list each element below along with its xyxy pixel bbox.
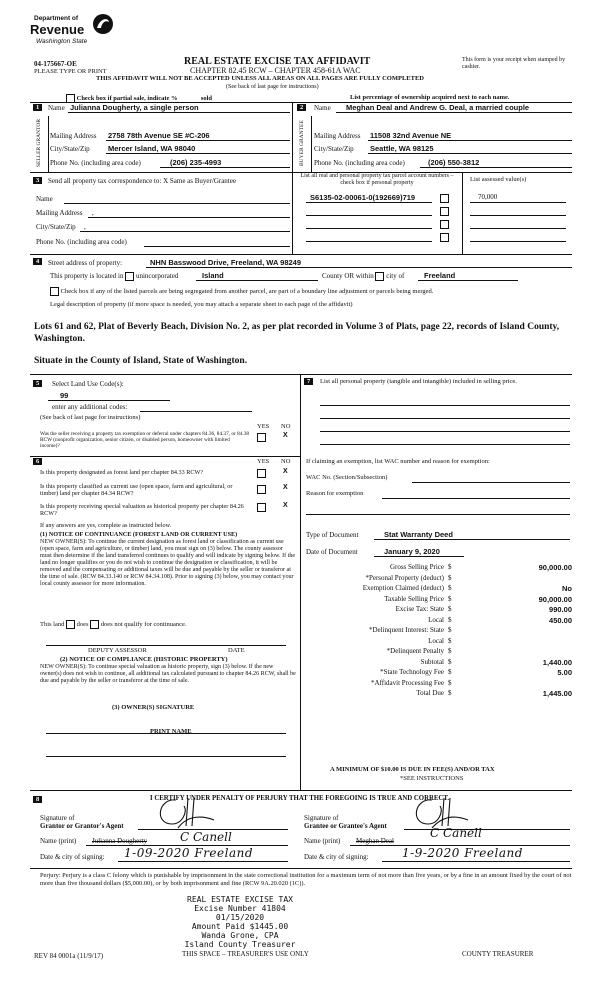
sold-label: sold: [200, 94, 213, 102]
seller-phone-label: Phone No. (including area code): [50, 159, 141, 167]
county-name: Island: [202, 271, 224, 280]
buyer-address: 11508 32nd Avenue NE: [370, 131, 452, 140]
unincorporated-checkbox[interactable]: [125, 272, 134, 281]
buyer-city: Seattle, WA 98125: [370, 144, 434, 153]
stamp-line: Excise Number 41804: [194, 904, 286, 913]
segregated-label: Check box if any of the listed parcels are being segregated from another parcel, are part of a boundary line adjustment or parcels being merged.: [60, 287, 434, 295]
grantee-date-label: Date & city of signing:: [304, 853, 369, 861]
city-checkbox[interactable]: [375, 272, 384, 281]
segregated-checkbox[interactable]: [50, 287, 59, 296]
section4-number: 4: [33, 258, 42, 265]
seller-side-label: SELLER GRANTOR: [36, 118, 42, 168]
located-in-label: This property is located in: [50, 272, 124, 281]
s5-no-header: NO: [281, 423, 291, 430]
parcel-number: S6135-02-00061-0(192669)719: [310, 193, 416, 202]
s6-yes-header: YES: [257, 458, 270, 465]
parcel-header: List all real and personal property tax parcel account numbers – check box if personal property: [300, 173, 454, 186]
street-address: NHN Basswood Drive, Freeland, WA 98249: [150, 258, 302, 267]
s5-yes-header: YES: [257, 423, 270, 430]
county-or-row: [322, 272, 404, 281]
reason-label: Reason for exemption: [306, 490, 364, 497]
doc-type-label: Type of Document: [306, 531, 359, 539]
seller-name: Julianna Dougherty, a single person: [70, 103, 199, 112]
wac-label: WAC No. (Section/Subsection): [306, 474, 388, 481]
grantor-sig-label-1: Signature of: [40, 814, 75, 822]
claim-exemption-label: If claiming an exemption, list WAC number and reason for exemption:: [306, 458, 490, 465]
deputy-assessor-label: DEPUTY ASSESSOR: [88, 647, 147, 654]
legal-description: Lots 61 and 62, Plat of Beverly Beach, Division No. 2, as per plat recorded in Volume 3 of Plats, page 22, records of Island County, Washington.: [34, 322, 560, 344]
corr-name-label: Name: [36, 195, 53, 203]
grantor-sig-label-2: Grantor or Grantor's Agent: [40, 822, 124, 830]
dor-logo-line2: Revenue: [30, 22, 85, 37]
doc-date: January 9, 2020: [384, 547, 440, 556]
tax-row: *State Technology Fee $ 5.00: [380, 668, 572, 677]
certify-text: I CERTIFY UNDER PENALTY OF PERJURY THAT THE FOREGOING IS TRUE AND CORRECT.: [150, 795, 450, 802]
corr-address-value: ,: [92, 209, 94, 217]
exemption-answer: X: [283, 432, 288, 439]
historic-answer: X: [283, 502, 288, 509]
instructions-note: (See back of last page for instructions): [226, 84, 319, 90]
dor-logo-line1: Department of: [34, 15, 79, 22]
tax-row: Gross Selling Price $ 90,000.00: [389, 563, 572, 572]
current-use-answer: X: [283, 484, 288, 491]
corr-city-label: City/State/Zip: [36, 223, 76, 231]
section5-number: 5: [33, 380, 42, 387]
section8-number: 8: [33, 796, 42, 803]
current-use-question: Is this property classified as current use (open space, farm and agricultural, or timber) land per chapter 84.34 RCW?: [40, 483, 233, 497]
doc-date-label: Date of Document: [306, 548, 358, 556]
grantor-date-label: Date & city of signing:: [40, 853, 105, 861]
form-number: 04-175667-OE: [34, 60, 77, 68]
corr-address-label: Mailing Address: [36, 209, 83, 217]
grantor-handwritten-date: 1-09-2020 Freeland: [124, 846, 254, 860]
tax-row: *Delinquent Penalty $: [386, 647, 452, 655]
tax-calculation-table: [306, 563, 572, 700]
doc-type: Stat Warranty Deed: [384, 530, 453, 539]
grantor-print-name: Julianna Dougherty: [92, 837, 148, 845]
tax-row: Excise Tax: State $ 990.00: [395, 605, 572, 614]
does-not-checkbox[interactable]: [90, 620, 99, 629]
county-treasurer-label: COUNTY TREASURER: [462, 950, 534, 958]
stamp-line: Island County Treasurer: [184, 940, 296, 949]
city-name: Freeland: [424, 271, 456, 280]
exemption-question: Was the seller receiving a property tax exemption or deferral under chapters 84.36, 84.37, or 84.38 RCW (nonprofit organization, senior citizen, or disabled person, homeowner with limited income)?: [40, 431, 250, 449]
buyer-phone-label: Phone No. (including area code): [314, 159, 405, 167]
dor-swirl-icon: [92, 12, 114, 36]
this-land-label: This land: [40, 620, 65, 628]
assessed-value: 70,000: [478, 193, 498, 201]
s6-no-header: NO: [281, 458, 291, 465]
dor-logo: [30, 12, 118, 52]
personal-property-label: List all personal property (tangible and intangible) included in selling price.: [320, 378, 517, 385]
corr-phone-label: Phone No. (including area code): [36, 238, 127, 246]
see-instructions: *SEE INSTRUCTIONS: [400, 775, 464, 782]
historic-yes-checkbox[interactable]: [257, 503, 266, 512]
seller-phone: (206) 235-4993: [170, 158, 222, 167]
exemption-yes-checkbox[interactable]: [257, 433, 266, 442]
grantee-handwritten-name: C Canell: [430, 826, 482, 840]
tax-row: Local $ 450.00: [428, 615, 572, 625]
seller-city: Mercer Island, WA 98040: [108, 144, 196, 153]
does-label: does: [76, 620, 89, 628]
if-yes-note: If any answers are yes, complete as instructed below.: [40, 522, 172, 529]
buyer-name: Meghan Deal and Andrew G. Deal, a married couple: [346, 103, 530, 112]
receipt-note: This form is your receipt when stamped by cashier.: [462, 57, 566, 70]
land-use-label: Select Land Use Code(s):: [52, 380, 124, 388]
stamp-line: REAL ESTATE EXCISE TAX: [187, 895, 293, 904]
section6-number: 6: [33, 458, 42, 465]
tax-row: *Affidavit Processing Fee $: [371, 678, 452, 687]
print-name-label: PRINT NAME: [150, 728, 192, 735]
additional-codes-label: enter any additional codes:: [52, 403, 128, 411]
forest-yes-checkbox[interactable]: [257, 469, 266, 478]
dor-logo-line3: Washington State: [36, 38, 88, 45]
notice1-title: (1) NOTICE OF CONTINUANCE (FOREST LAND OR CURRENT USE): [40, 531, 238, 538]
treasurer-stamp: [150, 895, 330, 949]
parcel-checkbox-1[interactable]: [440, 194, 449, 203]
stamp-line: 01/15/2020: [215, 913, 265, 922]
seller-city-label: City/State/Zip: [50, 145, 90, 153]
buyer-city-label: City/State/Zip: [314, 145, 354, 153]
please-type: PLEASE TYPE OR PRINT: [34, 68, 107, 75]
grantee-sig-label-1: Signature of: [304, 814, 339, 822]
tax-row: Subtotal $ 1,440.00: [420, 657, 572, 667]
parcel-checkbox-3[interactable]: [440, 220, 449, 229]
form-title: REAL ESTATE EXCISE TAX AFFIDAVIT: [184, 56, 371, 67]
does-not-label: does not qualify for continuance.: [100, 620, 187, 628]
grantor-signature-scribble: [148, 794, 218, 832]
list-percentage-note: List percentage of ownership acquired next to each name.: [350, 94, 510, 101]
grantee-print-name: Meghan Deal: [356, 837, 394, 845]
tax-row: *Delinquent Interest: State $: [368, 626, 452, 634]
perjury-note: Perjury: Perjury is a class C felony which is punishable by imprisonment in the state correctional institution for a maximum term of not more than five years, or by a fine in an amount fixed by the court of not more than five thousand dollars ($5,000.00), or by both imprisonment and fine (RCW 9A.20.020 (1C)).: [40, 872, 572, 887]
form-chapter: CHAPTER 82.45 RCW – CHAPTER 458-61A WAC: [190, 66, 361, 75]
forest-question: Is this property designated as forest land per chapter 84.33 RCW?: [40, 469, 204, 476]
grantee-handwritten-date: 1-9-2020 Freeland: [402, 846, 523, 860]
buyer-name-label: Name: [314, 104, 331, 112]
parcel-checkbox-4[interactable]: [440, 233, 449, 242]
minimum-note: A MINIMUM OF $10.00 IS DUE IN FEE(S) AND/OR TAX: [330, 766, 495, 773]
buyer-side-label: BUYER GRANTEE: [299, 120, 305, 166]
this-land-row: [40, 620, 187, 629]
notice2-title: (2) NOTICE OF COMPLIANCE (HISTORIC PROPERTY): [60, 656, 228, 663]
grantee-name-label: Name (print): [304, 837, 341, 845]
grantor-name-label: Name (print): [40, 837, 77, 845]
land-use-code: 99: [60, 391, 69, 400]
form-revision: REV 84 0001a (11/9/17): [34, 952, 104, 960]
corr-city-value: ,: [84, 223, 86, 231]
tax-row: Local $: [428, 636, 452, 645]
section7-number: 7: [304, 378, 313, 385]
owner-signature-label: (3) OWNER(S) SIGNATURE: [112, 704, 195, 711]
stamp-line: Amount Paid $1445.00: [191, 922, 289, 931]
does-checkbox[interactable]: [66, 620, 75, 629]
tax-row: Taxable Selling Price $ 90,000.00: [384, 594, 572, 604]
parcel-checkbox-2[interactable]: [440, 207, 449, 216]
seller-section-number: 1: [33, 104, 42, 111]
stamp-line: Wanda Grone, CPA: [201, 931, 279, 940]
unincorporated-label: unincorporated: [135, 272, 179, 281]
segregated-row: [50, 287, 433, 296]
current-use-yes-checkbox[interactable]: [257, 485, 266, 494]
notice2-body: NEW OWNER(S): To continue special valuation as historic property, sign (3) below. If the new owner(s) does not wish to continue, all additional tax calculated pursuant to chapter 84.26 RCW, shall be due and payable by the seller or transferor at the time of sale.: [40, 664, 296, 684]
tax-row: *Personal Property (deduct) $: [365, 573, 452, 582]
section3-number: 3: [33, 177, 42, 184]
situate-text: Situate in the County of Island, State of Washington.: [34, 356, 248, 366]
partial-sale-label: Check box if partial sale, indicate %: [76, 94, 178, 102]
grantor-handwritten-name: C Canell: [180, 830, 232, 844]
county-or-label: County OR within: [322, 272, 374, 281]
tax-row: Exemption Claimed (deduct) $ No: [362, 584, 572, 593]
buyer-phone: (206) 550-3812: [428, 158, 480, 167]
warning: THIS AFFIDAVIT WILL NOT BE ACCEPTED UNLESS ALL AREAS ON ALL PAGES ARE FULLY COMPLETED: [96, 75, 424, 82]
seller-address-label: Mailing Address: [50, 132, 97, 140]
legal-label: Legal description of property (if more space is needed, you may attach a separate sheet to each page of the affidavit): [50, 301, 353, 308]
treasurer-use-only: THIS SPACE – TREASURER'S USE ONLY: [182, 950, 309, 958]
notice1-body: NEW OWNER(S): To continue the current designation as forest land or classification as current use (open space, farm and agriculture, or timber) land, you must sign on (3) below. The county assessor must then determine if the land transferred continues to qualify and will indicate by signing below. If the land no longer qualifies or you do not wish to continue the designation or classification, it will be removed and the compensating or additional taxes will be due and payable by the seller or transferor at the time of sale. (RCW 84.33.140 or RCW 84.34.108). Prior to signing (3) below, you may contact your local county assessor for more information.: [40, 539, 296, 587]
street-label: Street address of property:: [48, 259, 123, 267]
deputy-date-label: DATE: [228, 647, 245, 654]
correspondence-text: Send all property tax correspondence to: X Same as Buyer/Grantee: [48, 177, 236, 185]
buyer-section-number: 2: [297, 104, 306, 111]
tax-row: Total Due $ 1,445.00: [416, 689, 572, 698]
located-row: [50, 272, 178, 281]
historic-question: Is this property receiving special valuation as historical property per chapter 84.26 RCW?: [40, 503, 244, 517]
forest-answer: X: [283, 468, 288, 475]
city-of-label: city of: [386, 272, 405, 281]
buyer-address-label: Mailing Address: [314, 132, 361, 140]
assessed-header: List assessed value(s): [470, 176, 527, 183]
grantee-sig-label-2: Grantee or Grantee's Agent: [304, 822, 387, 830]
seller-address: 2758 78th Avenue SE #C-206: [108, 131, 210, 140]
seller-name-label: Name: [48, 104, 65, 112]
see-back-note: (See back of last page for instructions): [40, 414, 141, 421]
